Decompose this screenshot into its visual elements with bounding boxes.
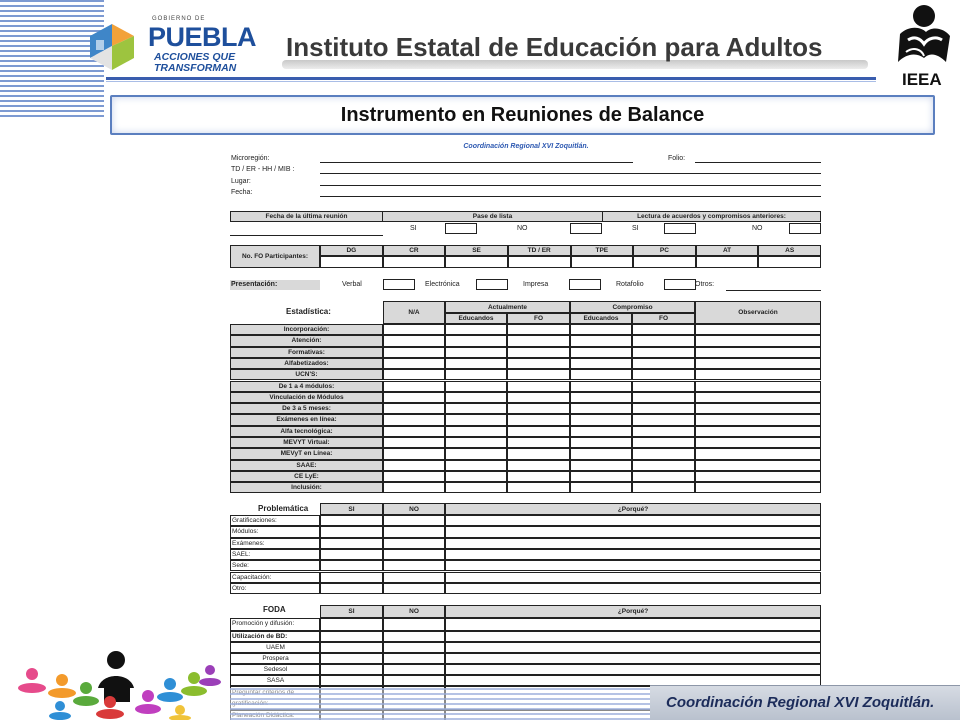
participant-count-cell[interactable] bbox=[571, 256, 634, 268]
estadistica-cell[interactable] bbox=[445, 426, 507, 437]
estadistica-cell[interactable] bbox=[695, 471, 821, 482]
estadistica-cell[interactable] bbox=[507, 448, 570, 459]
participant-count-cell[interactable] bbox=[383, 256, 446, 268]
lectura-si-box[interactable] bbox=[664, 223, 696, 234]
na-header: N/A bbox=[383, 301, 445, 324]
estadistica-cell[interactable] bbox=[695, 460, 821, 471]
estadistica-cell[interactable] bbox=[570, 471, 632, 482]
participant-col-header: CR bbox=[383, 245, 446, 256]
estadistica-cell[interactable] bbox=[507, 403, 570, 414]
participant-col-header: TPE bbox=[571, 245, 634, 256]
estadistica-row-label: MEVyT en Línea: bbox=[230, 448, 383, 459]
opt-rotafolio: Rotafolio bbox=[616, 281, 644, 288]
foda-porque-cell[interactable] bbox=[445, 631, 821, 642]
problematica-si-cell[interactable] bbox=[320, 572, 383, 583]
problematica-no-cell[interactable] bbox=[383, 549, 445, 560]
problematica-row-label: SAEL: bbox=[230, 549, 320, 560]
estadistica-cell[interactable] bbox=[383, 460, 445, 471]
estadistica-row-label: Formativas: bbox=[230, 347, 383, 358]
foda-title: FODA bbox=[263, 605, 286, 614]
problematica-no-cell[interactable] bbox=[383, 583, 445, 594]
prob-no-header: NO bbox=[383, 503, 445, 515]
problematica-row-label: Módulos: bbox=[230, 526, 320, 537]
estadistica-cell[interactable] bbox=[445, 358, 507, 369]
opt-otros: Otros: bbox=[695, 281, 715, 288]
problematica-porque-cell[interactable] bbox=[445, 560, 821, 571]
foda-row-label: Promoción y difusión: bbox=[230, 618, 320, 631]
estadistica-row-label: De 3 a 5 meses: bbox=[230, 403, 383, 414]
estadistica-cell[interactable] bbox=[632, 369, 695, 380]
estadistica-cell[interactable] bbox=[695, 437, 821, 448]
electronica-box[interactable] bbox=[476, 279, 508, 290]
participant-col-header: AT bbox=[696, 245, 759, 256]
puebla-slogan-line2: TRANSFORMAN bbox=[154, 62, 237, 74]
prob-porque-header: ¿Porqué? bbox=[445, 503, 821, 515]
foda-no-header: NO bbox=[383, 605, 445, 618]
participant-col-header: PC bbox=[633, 245, 696, 256]
foda-no-cell[interactable] bbox=[383, 631, 445, 642]
problematica-row-label: Gratificaciones: bbox=[230, 515, 320, 526]
observacion-header: Observación bbox=[695, 301, 821, 324]
estadistica-cell[interactable] bbox=[507, 392, 570, 403]
presentacion-label: Presentación: bbox=[231, 281, 278, 288]
prob-si-header: SI bbox=[320, 503, 383, 515]
impresa-box[interactable] bbox=[569, 279, 601, 290]
puebla-gov-text: GOBIERNO DE bbox=[152, 16, 206, 22]
estadistica-cell[interactable] bbox=[695, 335, 821, 346]
estadistica-cell[interactable] bbox=[383, 448, 445, 459]
pase-si-label: SI bbox=[410, 225, 417, 232]
foda-row-label: UAEM bbox=[230, 642, 320, 653]
estadistica-cell[interactable] bbox=[445, 392, 507, 403]
comp-educandos-header: Educandos bbox=[570, 313, 632, 324]
problematica-porque-cell[interactable] bbox=[445, 526, 821, 537]
participants-label: No. FO Participantes: bbox=[230, 245, 320, 268]
puebla-name: PUEBLA bbox=[148, 22, 257, 52]
estadistica-cell[interactable] bbox=[632, 460, 695, 471]
problematica-si-cell[interactable] bbox=[320, 538, 383, 549]
puebla-slogan bbox=[154, 52, 236, 74]
participant-count-cell[interactable] bbox=[633, 256, 696, 268]
estadistica-cell[interactable] bbox=[383, 482, 445, 493]
estadistica-cell[interactable] bbox=[632, 414, 695, 425]
fecha-line[interactable] bbox=[320, 196, 821, 197]
foda-no-cell[interactable] bbox=[383, 653, 445, 664]
estadistica-cell[interactable] bbox=[445, 347, 507, 358]
estadistica-cell[interactable] bbox=[507, 358, 570, 369]
estadistica-cell[interactable] bbox=[632, 381, 695, 392]
estadistica-cell[interactable] bbox=[695, 347, 821, 358]
estadistica-title: Estadística: bbox=[286, 307, 331, 316]
title-banner bbox=[110, 95, 935, 135]
estadistica-cell[interactable] bbox=[383, 347, 445, 358]
folio-label: Folio: bbox=[668, 155, 686, 162]
estadistica-row-label: Inclusión: bbox=[230, 482, 383, 493]
estadistica-cell[interactable] bbox=[383, 414, 445, 425]
problematica-row-label: Sede: bbox=[230, 560, 320, 571]
estadistica-cell[interactable] bbox=[570, 403, 632, 414]
estadistica-cell[interactable] bbox=[445, 448, 507, 459]
estadistica-cell[interactable] bbox=[383, 471, 445, 482]
foda-si-cell[interactable] bbox=[320, 618, 383, 631]
lectura-no-label: NO bbox=[752, 225, 763, 232]
form bbox=[230, 140, 822, 720]
puebla-slogan-line1: ACCIONES QUE bbox=[154, 51, 236, 63]
folio-line[interactable] bbox=[695, 162, 821, 163]
actual-educandos-header: Educandos bbox=[445, 313, 507, 324]
estadistica-row-label: De 1 a 4 módulos: bbox=[230, 381, 383, 392]
institute-title: Instituto Estatal de Educación para Adultos bbox=[286, 32, 823, 62]
compromiso-header: Compromiso bbox=[570, 301, 695, 313]
td-label: TD / ER - HH / MIB : bbox=[231, 166, 295, 173]
estadistica-cell[interactable] bbox=[632, 335, 695, 346]
foda-si-cell[interactable] bbox=[320, 653, 383, 664]
participant-col-header: DG bbox=[320, 245, 383, 256]
last-meeting-line[interactable] bbox=[230, 235, 383, 236]
problematica-no-cell[interactable] bbox=[383, 560, 445, 571]
estadistica-cell[interactable] bbox=[570, 381, 632, 392]
estadistica-cell[interactable] bbox=[445, 471, 507, 482]
problematica-si-cell[interactable] bbox=[320, 560, 383, 571]
estadistica-cell[interactable] bbox=[445, 414, 507, 425]
estadistica-cell[interactable] bbox=[570, 358, 632, 369]
pase-no-label: NO bbox=[517, 225, 528, 232]
foda-row-label: Prospera bbox=[230, 653, 320, 664]
problematica-no-cell[interactable] bbox=[383, 538, 445, 549]
estadistica-cell[interactable] bbox=[632, 448, 695, 459]
estadistica-cell[interactable] bbox=[695, 482, 821, 493]
verbal-box[interactable] bbox=[383, 279, 415, 290]
estadistica-cell[interactable] bbox=[632, 392, 695, 403]
participant-count-cell[interactable] bbox=[696, 256, 759, 268]
lectura-no-box[interactable] bbox=[789, 223, 821, 234]
estadistica-row-label: MEVYT Virtual: bbox=[230, 437, 383, 448]
foda-si-header: SI bbox=[320, 605, 383, 618]
opt-verbal: Verbal bbox=[342, 281, 362, 288]
estadistica-cell[interactable] bbox=[632, 482, 695, 493]
otros-line[interactable] bbox=[726, 290, 821, 291]
estadistica-cell[interactable] bbox=[695, 358, 821, 369]
estadistica-cell[interactable] bbox=[507, 426, 570, 437]
problematica-porque-cell[interactable] bbox=[445, 515, 821, 526]
estadistica-cell[interactable] bbox=[695, 369, 821, 380]
problematica-porque-cell[interactable] bbox=[445, 549, 821, 560]
estadistica-cell[interactable] bbox=[383, 381, 445, 392]
estadistica-row-label: Incorporación: bbox=[230, 324, 383, 335]
ieea-label: IEEA bbox=[902, 70, 942, 89]
estadistica-cell[interactable] bbox=[570, 426, 632, 437]
rotafolio-box[interactable] bbox=[664, 279, 696, 290]
foda-si-cell[interactable] bbox=[320, 675, 383, 686]
banner-title: Instrumento en Reuniones de Balance bbox=[340, 104, 705, 126]
foda-porque-cell[interactable] bbox=[445, 653, 821, 664]
foda-no-cell[interactable] bbox=[383, 675, 445, 686]
participant-count-cell[interactable] bbox=[758, 256, 821, 268]
problematica-si-cell[interactable] bbox=[320, 515, 383, 526]
estadistica-cell[interactable] bbox=[383, 403, 445, 414]
estadistica-cell[interactable] bbox=[445, 381, 507, 392]
problematica-porque-cell[interactable] bbox=[445, 572, 821, 583]
puebla-mark-icon bbox=[84, 18, 140, 74]
foda-row-label: Sedesol bbox=[230, 664, 320, 675]
problematica-title: Problemática bbox=[258, 504, 309, 513]
estadistica-cell[interactable] bbox=[695, 381, 821, 392]
estadistica-cell[interactable] bbox=[383, 426, 445, 437]
problematica-row-label: Exámenes: bbox=[230, 538, 320, 549]
estadistica-cell[interactable] bbox=[507, 414, 570, 425]
estadistica-cell[interactable] bbox=[570, 335, 632, 346]
problematica-si-cell[interactable] bbox=[320, 526, 383, 537]
foda-si-cell[interactable] bbox=[320, 664, 383, 675]
estadistica-row-label: Alfabetizados: bbox=[230, 358, 383, 369]
opt-impresa: Impresa bbox=[523, 281, 549, 288]
estadistica-cell[interactable] bbox=[507, 347, 570, 358]
decorative-band bbox=[230, 688, 650, 720]
estadistica-row-label: UCN'S: bbox=[230, 369, 383, 380]
participant-count-cell[interactable] bbox=[445, 256, 508, 268]
estadistica-row-label: SAAE: bbox=[230, 460, 383, 471]
estadistica-cell[interactable] bbox=[632, 471, 695, 482]
td-line[interactable] bbox=[320, 173, 821, 174]
foda-si-cell[interactable] bbox=[320, 642, 383, 653]
estadistica-cell[interactable] bbox=[570, 437, 632, 448]
people-group-icon bbox=[10, 646, 228, 720]
estadistica-cell[interactable] bbox=[570, 482, 632, 493]
lugar-line[interactable] bbox=[320, 185, 821, 186]
estadistica-cell[interactable] bbox=[507, 369, 570, 380]
problematica-si-cell[interactable] bbox=[320, 549, 383, 560]
lectura-header: Lectura de acuerdos y compromisos anteriores: bbox=[603, 211, 821, 222]
estadistica-cell[interactable] bbox=[632, 347, 695, 358]
microregion-line[interactable] bbox=[320, 162, 633, 163]
participant-count-cell[interactable] bbox=[320, 256, 383, 268]
estadistica-cell[interactable] bbox=[507, 381, 570, 392]
foda-porque-header: ¿Porqué? bbox=[445, 605, 821, 618]
estadistica-cell[interactable] bbox=[445, 403, 507, 414]
estadistica-cell[interactable] bbox=[507, 482, 570, 493]
estadistica-row-label: Exámenes en línea: bbox=[230, 414, 383, 425]
form-subtitle: Coordinación Regional XVI Zoquitlán. bbox=[463, 143, 589, 150]
foda-porque-cell[interactable] bbox=[445, 642, 821, 653]
estadistica-cell[interactable] bbox=[383, 437, 445, 448]
estadistica-cell[interactable] bbox=[570, 324, 632, 335]
foda-porque-cell[interactable] bbox=[445, 664, 821, 675]
actual-header: Actualmente bbox=[445, 301, 570, 313]
problematica-porque-cell[interactable] bbox=[445, 538, 821, 549]
opt-electronica: Electrónica bbox=[425, 281, 460, 288]
estadistica-row-label: Vinculación de Módulos bbox=[230, 392, 383, 403]
problematica-no-cell[interactable] bbox=[383, 572, 445, 583]
header-divider-light bbox=[106, 81, 876, 82]
foda-no-cell[interactable] bbox=[383, 618, 445, 631]
foda-si-cell[interactable] bbox=[320, 631, 383, 642]
estadistica-cell[interactable] bbox=[383, 324, 445, 335]
participant-count-cell[interactable] bbox=[508, 256, 571, 268]
estadistica-cell[interactable] bbox=[632, 437, 695, 448]
actual-fo-header: FO bbox=[507, 313, 570, 324]
estadistica-row-label: Atención: bbox=[230, 335, 383, 346]
problematica-row-label: Capacitación: bbox=[230, 572, 320, 583]
pase-no-box[interactable] bbox=[570, 223, 602, 234]
microregion-label: Microregión: bbox=[231, 155, 270, 162]
problematica-row-label: Otro: bbox=[230, 583, 320, 594]
estadistica-cell[interactable] bbox=[570, 414, 632, 425]
foda-row-label: Utilización de BD: bbox=[230, 631, 320, 642]
estadistica-cell[interactable] bbox=[695, 426, 821, 437]
lugar-label: Lugar: bbox=[231, 178, 251, 185]
comp-fo-header: FO bbox=[632, 313, 695, 324]
estadistica-cell[interactable] bbox=[695, 403, 821, 414]
footer-region: Coordinación Regional XVI Zoquitlán. bbox=[666, 694, 935, 711]
estadistica-cell[interactable] bbox=[507, 324, 570, 335]
estadistica-cell[interactable] bbox=[383, 358, 445, 369]
last-meeting-header: Fecha de la última reunión bbox=[230, 211, 383, 222]
estadistica-cell[interactable] bbox=[570, 369, 632, 380]
estadistica-cell[interactable] bbox=[383, 369, 445, 380]
foda-no-cell[interactable] bbox=[383, 664, 445, 675]
estadistica-cell[interactable] bbox=[507, 335, 570, 346]
estadistica-cell[interactable] bbox=[445, 460, 507, 471]
estadistica-cell[interactable] bbox=[445, 437, 507, 448]
estadistica-cell[interactable] bbox=[383, 335, 445, 346]
estadistica-cell[interactable] bbox=[632, 324, 695, 335]
estadistica-cell[interactable] bbox=[632, 403, 695, 414]
estadistica-cell[interactable] bbox=[445, 482, 507, 493]
problematica-si-cell[interactable] bbox=[320, 583, 383, 594]
foda-porque-cell[interactable] bbox=[445, 618, 821, 631]
estadistica-row-label: Alfa tecnológica: bbox=[230, 426, 383, 437]
problematica-no-cell[interactable] bbox=[383, 526, 445, 537]
estadistica-cell[interactable] bbox=[695, 324, 821, 335]
estadistica-cell[interactable] bbox=[570, 460, 632, 471]
participant-col-header: SE bbox=[445, 245, 508, 256]
puebla-logo bbox=[84, 16, 264, 78]
estadistica-cell[interactable] bbox=[383, 392, 445, 403]
pase-header: Pase de lista bbox=[383, 211, 603, 222]
estadistica-cell[interactable] bbox=[632, 426, 695, 437]
estadistica-row-label: CE LyE: bbox=[230, 471, 383, 482]
estadistica-cell[interactable] bbox=[695, 414, 821, 425]
header-divider bbox=[106, 77, 876, 80]
estadistica-cell[interactable] bbox=[570, 347, 632, 358]
problematica-no-cell[interactable] bbox=[383, 515, 445, 526]
estadistica-cell[interactable] bbox=[445, 369, 507, 380]
estadistica-cell[interactable] bbox=[507, 460, 570, 471]
estadistica-cell[interactable] bbox=[570, 392, 632, 403]
estadistica-cell[interactable] bbox=[445, 335, 507, 346]
footer-bar bbox=[650, 685, 960, 720]
fecha-label: Fecha: bbox=[231, 189, 253, 196]
estadistica-cell[interactable] bbox=[695, 448, 821, 459]
estadistica-cell[interactable] bbox=[507, 437, 570, 448]
problematica-porque-cell[interactable] bbox=[445, 583, 821, 594]
pase-si-box[interactable] bbox=[445, 223, 477, 234]
lectura-si-label: SI bbox=[632, 225, 639, 232]
estadistica-cell[interactable] bbox=[445, 324, 507, 335]
participant-col-header: TD / ER bbox=[508, 245, 571, 256]
foda-no-cell[interactable] bbox=[383, 642, 445, 653]
estadistica-cell[interactable] bbox=[695, 392, 821, 403]
participant-col-header: AS bbox=[758, 245, 821, 256]
foda-row-label: SASA bbox=[230, 675, 320, 686]
estadistica-cell[interactable] bbox=[570, 448, 632, 459]
estadistica-cell[interactable] bbox=[507, 471, 570, 482]
estadistica-cell[interactable] bbox=[632, 358, 695, 369]
